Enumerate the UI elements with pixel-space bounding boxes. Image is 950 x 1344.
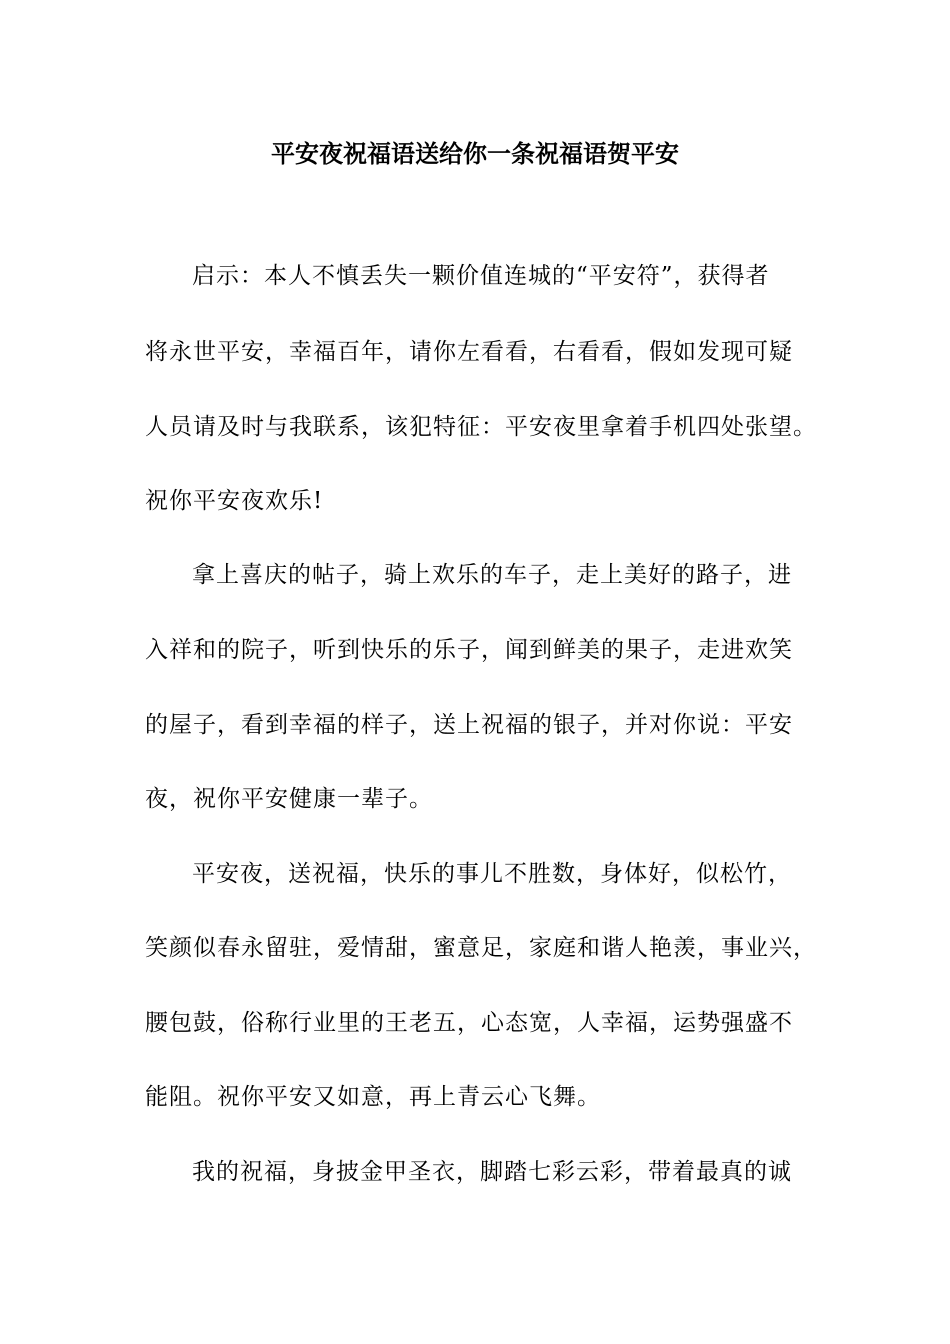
paragraph-1-line-4: 祝你平安夜欢乐! xyxy=(145,488,324,514)
paragraph-2-line-4: 夜，祝你平安健康一辈子。 xyxy=(145,786,433,812)
paragraph-3-line-3: 腰包鼓，俗称行业里的王老五，心态宽，人幸福，运势强盛不 xyxy=(145,1010,793,1036)
paragraph-2-line-1: 拿上喜庆的帖子，骑上欢乐的车子，走上美好的路子，进 xyxy=(192,562,792,588)
paragraph-1-line-3: 人员请及时与我联系，该犯特征：平安夜里拿着手机四处张望。 xyxy=(145,414,817,440)
paragraph-3-line-2: 笑颜似春永留驻，爱情甜，蜜意足，家庭和谐人艳羡，事业兴， xyxy=(145,935,817,961)
paragraph-3-line-1: 平安夜，送祝福，快乐的事儿不胜数，身体好，似松竹， xyxy=(192,861,792,887)
paragraph-1-line-2: 将永世平安，幸福百年，请你左看看，右看看，假如发现可疑 xyxy=(145,339,793,365)
paragraph-1-line-1: 启示：本人不慎丢失一颗价值连城的“平安符”，获得者 xyxy=(192,263,770,289)
paragraph-2-line-2: 入祥和的院子，听到快乐的乐子，闻到鲜美的果子，走进欢笑 xyxy=(145,637,793,663)
document-title: 平安夜祝福语送给你一条祝福语贺平安 xyxy=(271,139,679,168)
paragraph-4-line-1: 我的祝福，身披金甲圣衣，脚踏七彩云彩，带着最真的诚 xyxy=(192,1159,792,1185)
paragraph-3-line-4: 能阻。祝你平安又如意，再上青云心飞舞。 xyxy=(145,1084,601,1110)
paragraph-2-line-3: 的屋子，看到幸福的样子，送上祝福的银子，并对你说：平安 xyxy=(145,712,793,738)
